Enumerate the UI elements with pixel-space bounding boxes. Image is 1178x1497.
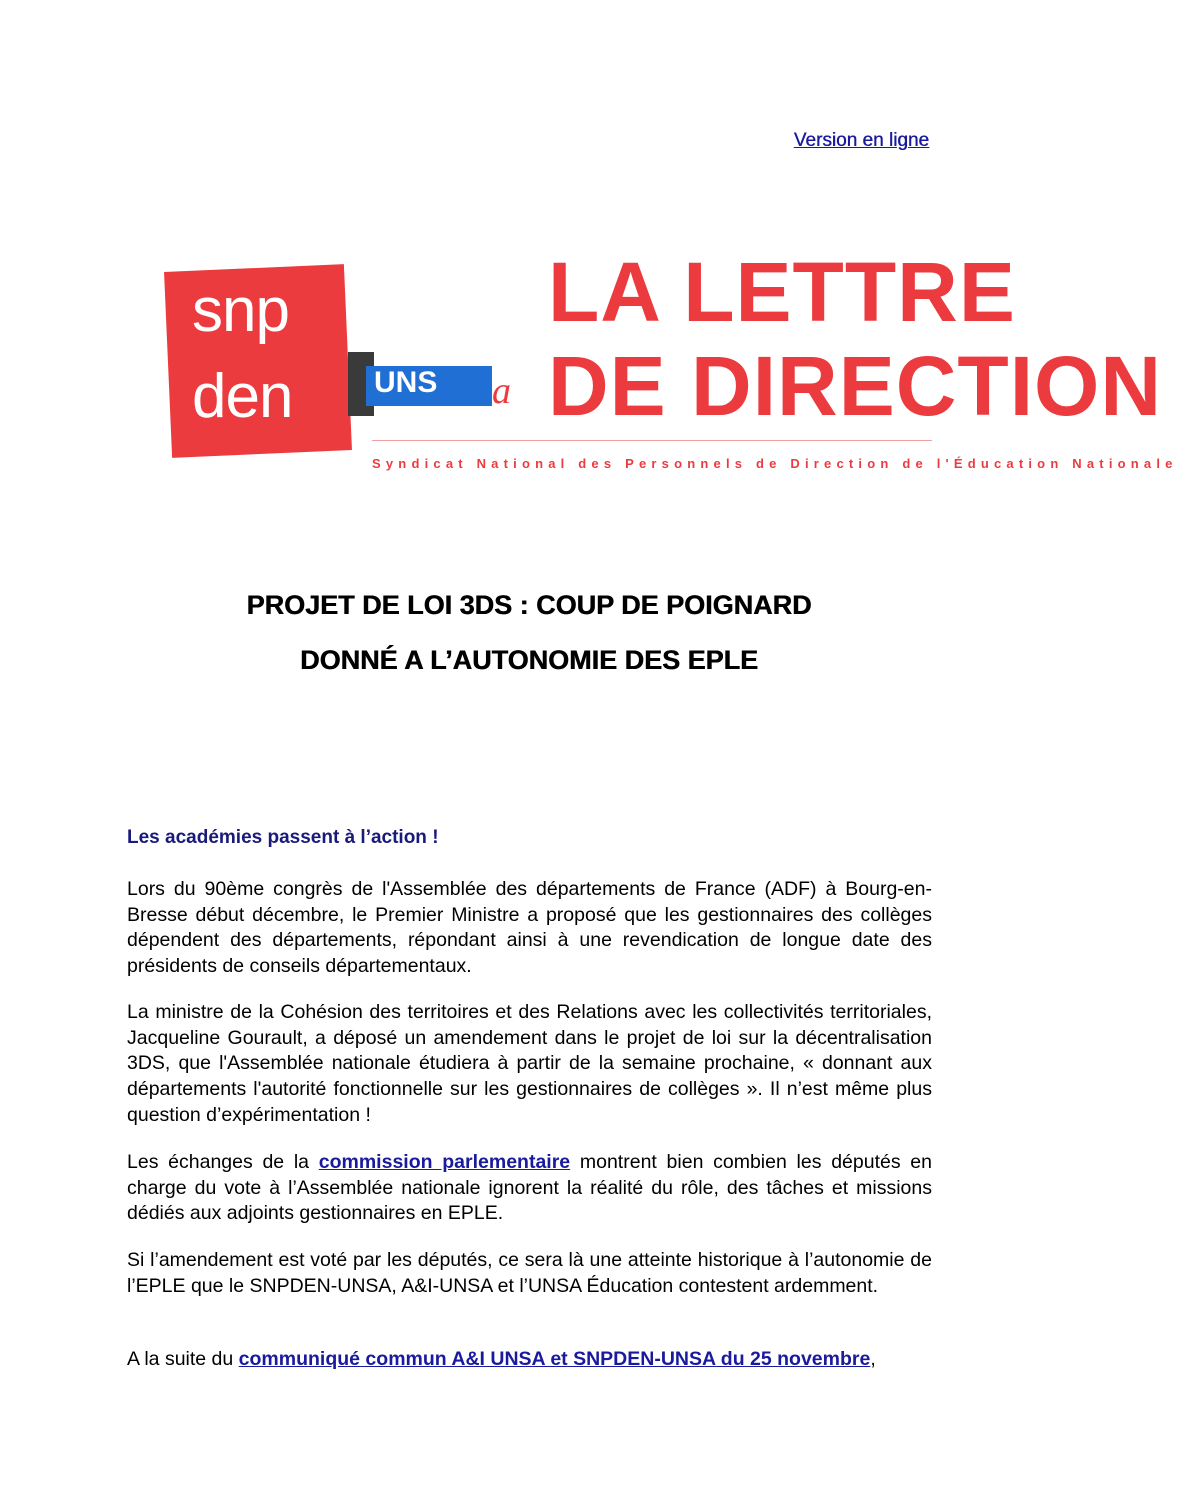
communique-commun-link[interactable]: communiqué commun A&I UNSA et SNPDEN-UNSA du 25 novembre (238, 1348, 871, 1370)
section-title: Les académies passent à l’action ! (127, 827, 439, 848)
paragraph-5-intro: A la suite du (127, 1348, 239, 1370)
paragraph-2: La ministre de la Cohésion des territoires et des Relations avec les collectivités territoriales, Jacqueline Gourault, a déposé un amendement dans le projet de loi sur la décentralisation 3DS, que l'Assemblée nationale étudiera à partir de la semaine prochaine, « donnant aux départements l'autorité fonctionnelle sur les gestionnaires de collèges ». Il n’est même plus question d’expérimentation ! (127, 1001, 932, 1126)
paragraph-3-rest: montrent bien combien les députés en charge du vote à l’Assemblée nationale ignorent la réalité du rôle, des tâches et missions dédiés aux adjoints gestionnaires en EPLE. (127, 1151, 932, 1225)
unsa-logo (366, 354, 511, 412)
commission-parlementaire-link[interactable]: commission parlementaire (318, 1151, 571, 1173)
paragraph-1: Lors du 90ème congrès de l'Assemblée des départements de France (ADF) à Bourg-en-Bresse début décembre, le Premier Ministre a proposé que les gestionnaires des collèges dépendent des départements, répondant ainsi à une revendication de longue date des présidents de conseils départementaux. (127, 878, 932, 978)
banner-subtitle: Syndicat National des Personnels de Direction de l'Éducation Nationale (372, 456, 1178, 471)
newsletter-banner (140, 245, 1178, 480)
paragraph-5 (127, 1347, 932, 1373)
paragraph-4: Si l’amendement est voté par les députés, ce sera là une atteinte historique à l’autonomie de l’EPLE que le SNPDEN-UNSA, A&I-UNSA et l’UNSA Éducation contestent ardemment. (127, 1249, 932, 1297)
paragraph-3 (127, 1150, 932, 1227)
logo-den-text: den (192, 362, 293, 431)
unsa-logo-a: a (492, 370, 511, 412)
banner-title-line2: DE DIRECTION (548, 339, 1163, 433)
paragraph-3-intro: Les échanges de la (127, 1151, 319, 1173)
unsa-logo-text: UNS (374, 366, 438, 399)
online-version-link[interactable]: Version en ligne (793, 130, 929, 151)
banner-divider (372, 440, 932, 441)
headline-line2: DONNÉ A L’AUTONOMIE DES EPLE (299, 645, 759, 675)
logo-snp-text: snp (192, 276, 289, 345)
paragraph-5-rest: , (870, 1348, 876, 1370)
banner-title-line1: LA LETTRE (548, 245, 1016, 339)
headline-line1: PROJET DE LOI 3DS : COUP DE POIGNARD (246, 590, 812, 620)
